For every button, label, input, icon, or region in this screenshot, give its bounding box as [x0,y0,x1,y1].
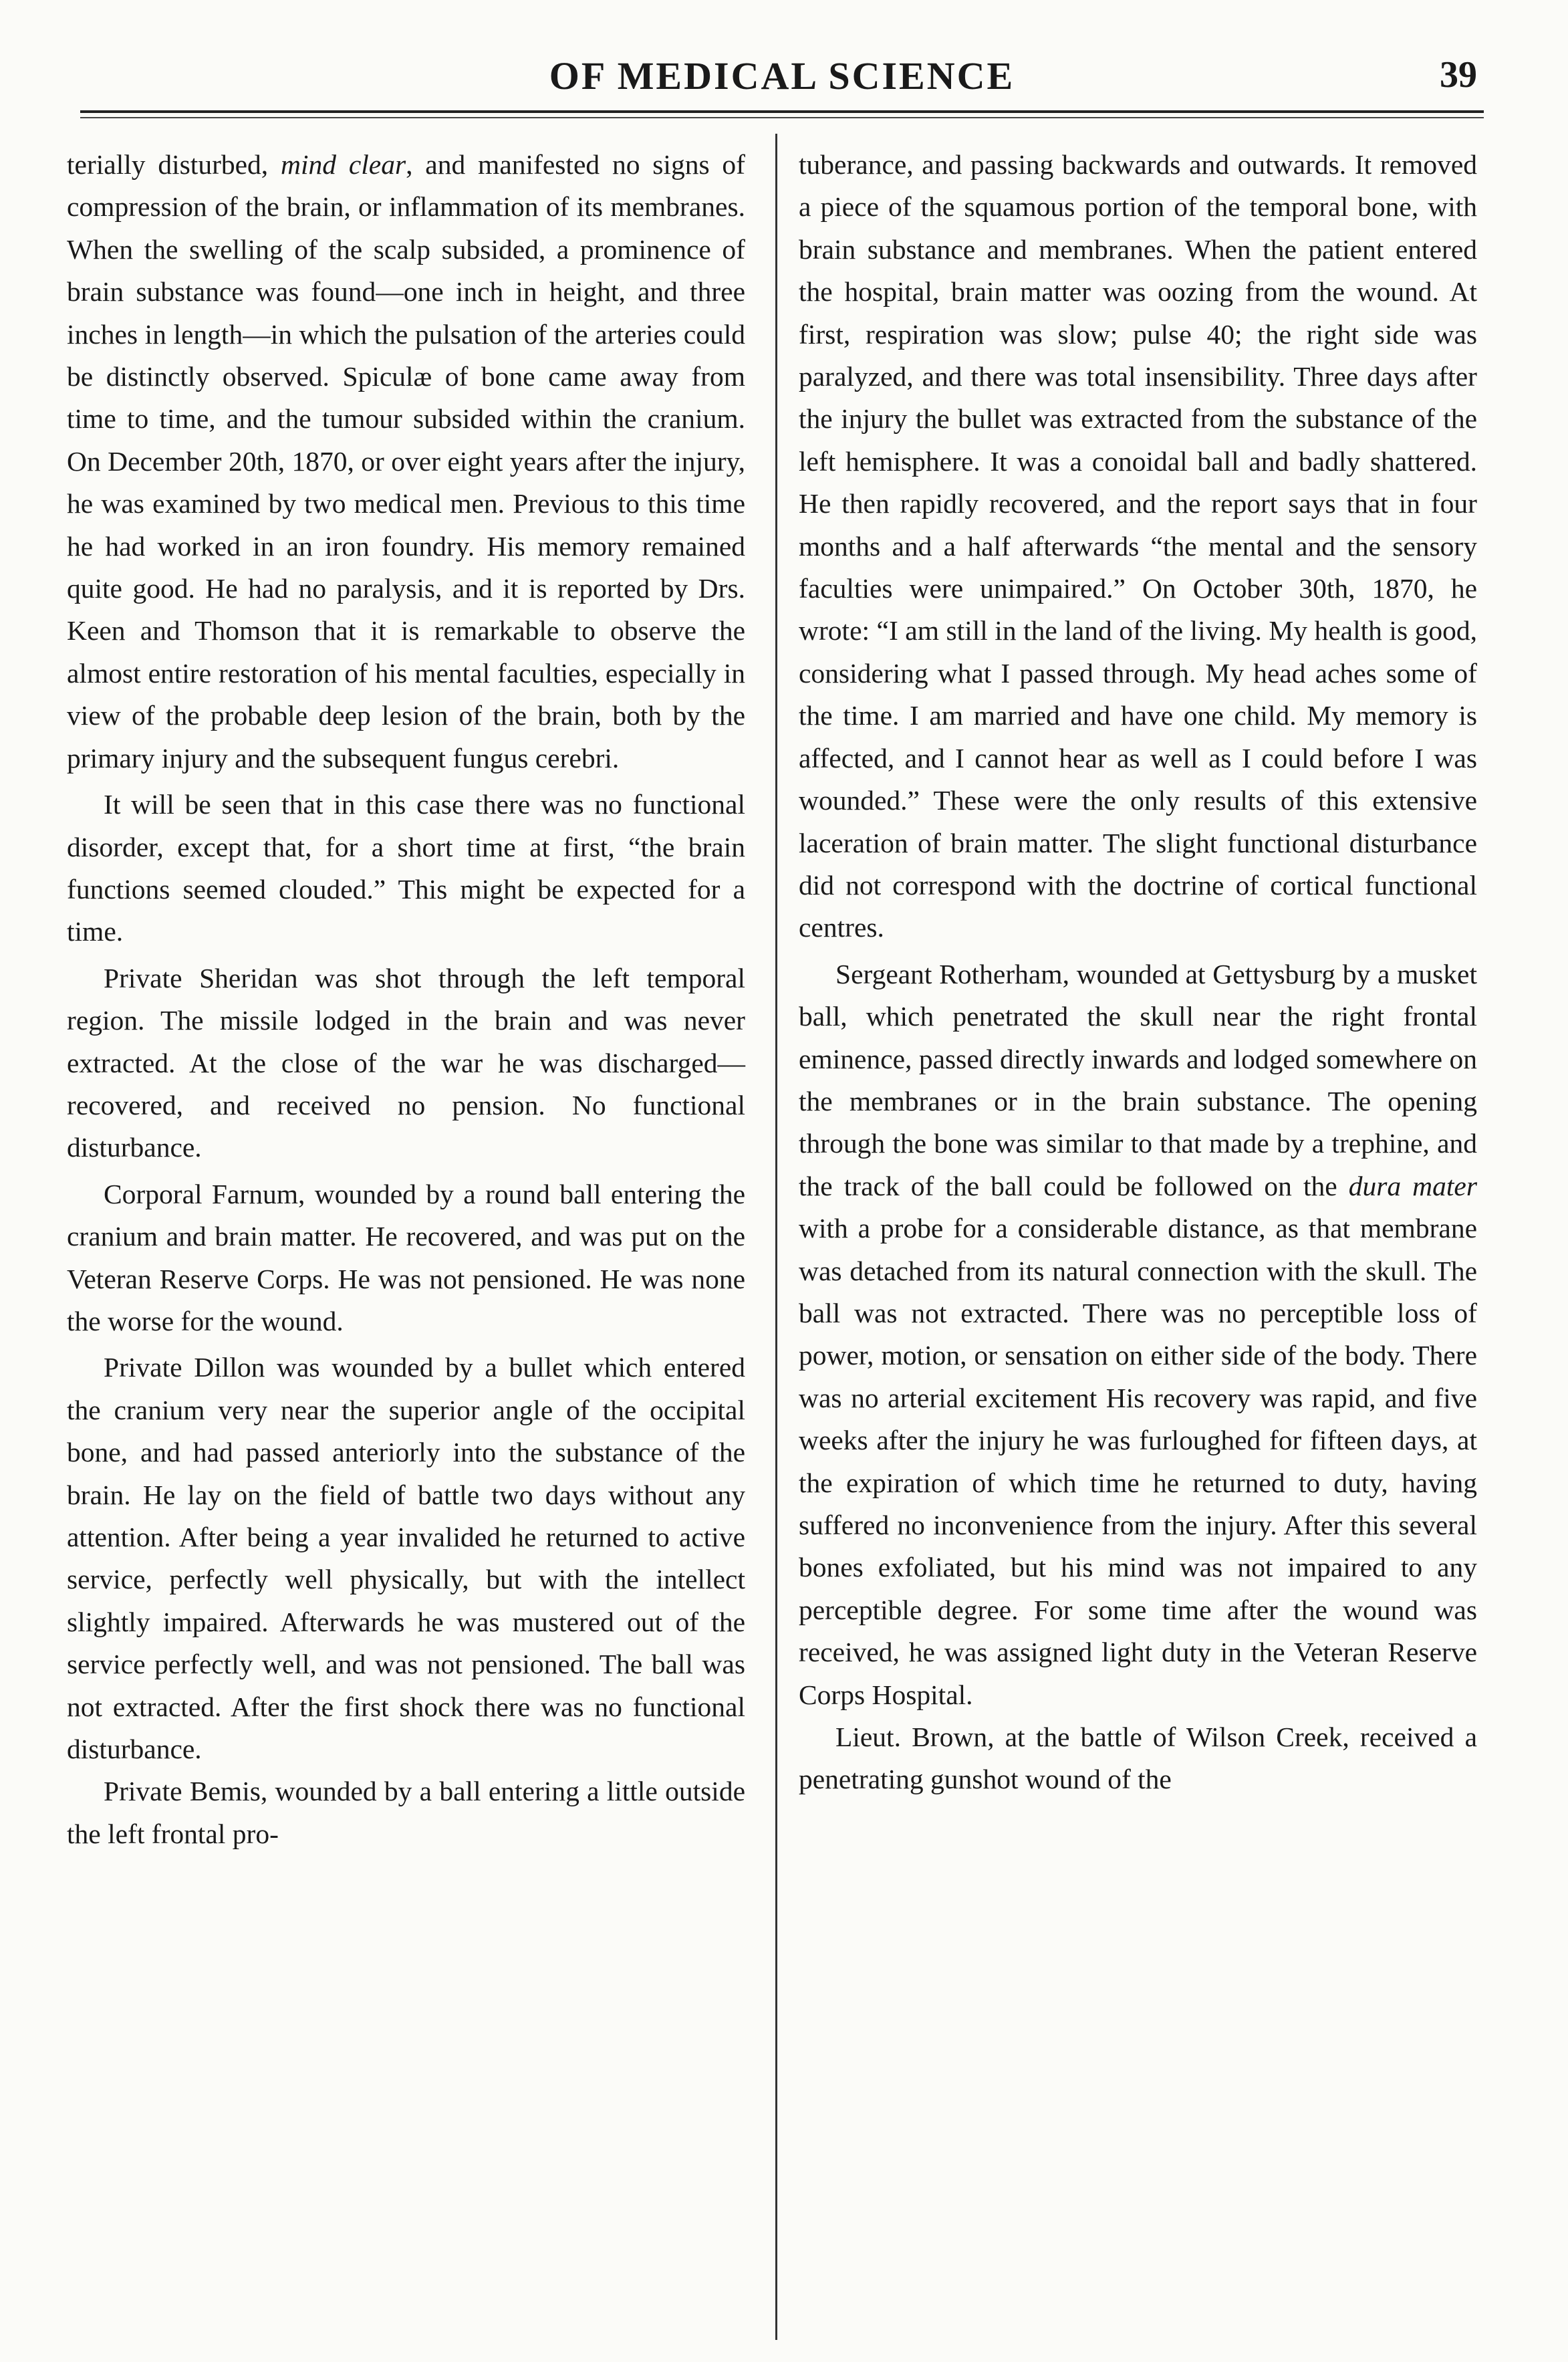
right-p2-text-b: with a probe for a considerable distance, as that membrane was detached from its natural connection with the skull. The ball was not extracted. There was no perceptible loss of power, motion, or sensation on either side of the body. There was no arterial excitement His recovery was rapid, and five weeks after the injury he was furloughed for fifteen days, at the expiration of which time he returned to duty, having suffered no inconvenience from the injury. After this several bones exfoliated, but his mind was not impaired to any perceptible degree. For some time after the wound was received, he was assigned light duty in the Veteran Reserve Corps Hospital. [799,1213,1477,1710]
column-divider [775,134,777,2340]
left-paragraph-6: Private Bemis, wounded by a ball entering a little outside the left frontal pro- [67,1776,745,1849]
left-paragraph-3: Private Sheridan was shot through the left temporal region. The missile lodged in the brain and was never extracted. At the close of the war he was discharged—recovered, and received no pension. No functional disturbance. [67,962,745,1163]
left-paragraph-5: Private Dillon was wounded by a bullet which entered the cranium very near the superior angle of the occipital bone, and had passed anteriorly into the substance of the brain. He lay on the field of battle two days without any attention. After being a year invalided he returned to active service, perfectly well physically, but with the intellect slightly impaired. Afterwards he was mustered out of the service perfectly well, and was not pensioned. The ball was not extracted. After the first shock there was no functional disturbance. [67,1352,745,1765]
right-p2-text-a: Sergeant Rotherham, wounded at Gettysburg by a musket ball, which penetrated the skull near the right frontal eminence, passed directly inwards and lodged somewhere on the membranes or in the brain substance. The opening through the bone was similar to that made by a trephine, and the track of the ball could be followed on the [799,958,1477,1201]
right-p2-emphasis: dura mater [1348,1170,1477,1201]
left-p1-emphasis: mind clear [281,149,406,180]
page-header [80,40,1484,114]
right-paragraph-2 [799,953,1477,1716]
left-paragraph-2: It will be seen that in this case there was no functional disorder, except that, for a short time at first, “the brain functions seemed clouded.” This might be expected for a time. [67,789,745,947]
page-number: 39 [1440,54,1477,96]
header-rule [80,110,1484,113]
left-p1-text-b: , and manifested no signs of compression of the brain, or inflammation of its membranes. When the swelling of the scalp subsided, a prominence of brain substance was found—one inch in height, and three inches in length—in which the pulsation of the arteries could be distinctly observed. Spiculæ of bone came away from time to time, and the tumour subsided within the cranium. On December 20th, 1870, or over eight years after the injury, he was examined by two medical men. Previous to this time he had worked in an iron foundry. His memory remained quite good. He had no paralysis, and it is reported by Drs. Keen and Thomson that it is remarkable to observe the almost entire restoration of his mental faculties, especially in view of the probable deep lesion of the brain, both by the primary injury and the subsequent fungus cerebri. [67,149,745,774]
right-paragraph-1: tuberance, and passing backwards and outwards. It removed a piece of the squamous portion of the temporal bone, with brain substance and membranes. When the patient entered the hospital, brain matter was oozing from the wound. At first, respiration was slow; pulse 40; the right side was paralyzed, and there was total insensibility. Three days after the injury the bullet was extracted from the substance of the left hemisphere. It was a conoidal ball and badly shattered. He then rapidly recovered, and the report says that in four months and a half afterwards “the mental and the sensory faculties were unimpaired.” On October 30th, 1870, he wrote: “I am still in the land of the living. My health is good, considering what I passed through. My head aches some of the time. I am married and have one child. My memory is affected, and I cannot hear as well as I could before I was wounded.” These were the only results of this extensive laceration of brain matter. The slight functional disturbance did not correspond with the doctrine of cortical functional centres. [799,149,1477,943]
left-column [67,144,745,1855]
header-rule-thin [80,117,1484,118]
running-head: OF MEDICAL SCIENCE [549,54,1015,98]
left-p1-text-a: terially disturbed, [67,149,281,180]
right-paragraph-3: Lieut. Brown, at the battle of Wilson Creek, received a penetrating gunshot wound of the [799,1722,1477,1795]
left-paragraph-4: Corporal Farnum, wounded by a round ball entering the cranium and brain matter. He recovered, and was put on the Veteran Reserve Corps. He was not pensioned. He was none the worse for the wound. [67,1178,745,1336]
right-column [799,144,1477,1801]
left-paragraph-1 [67,144,745,780]
